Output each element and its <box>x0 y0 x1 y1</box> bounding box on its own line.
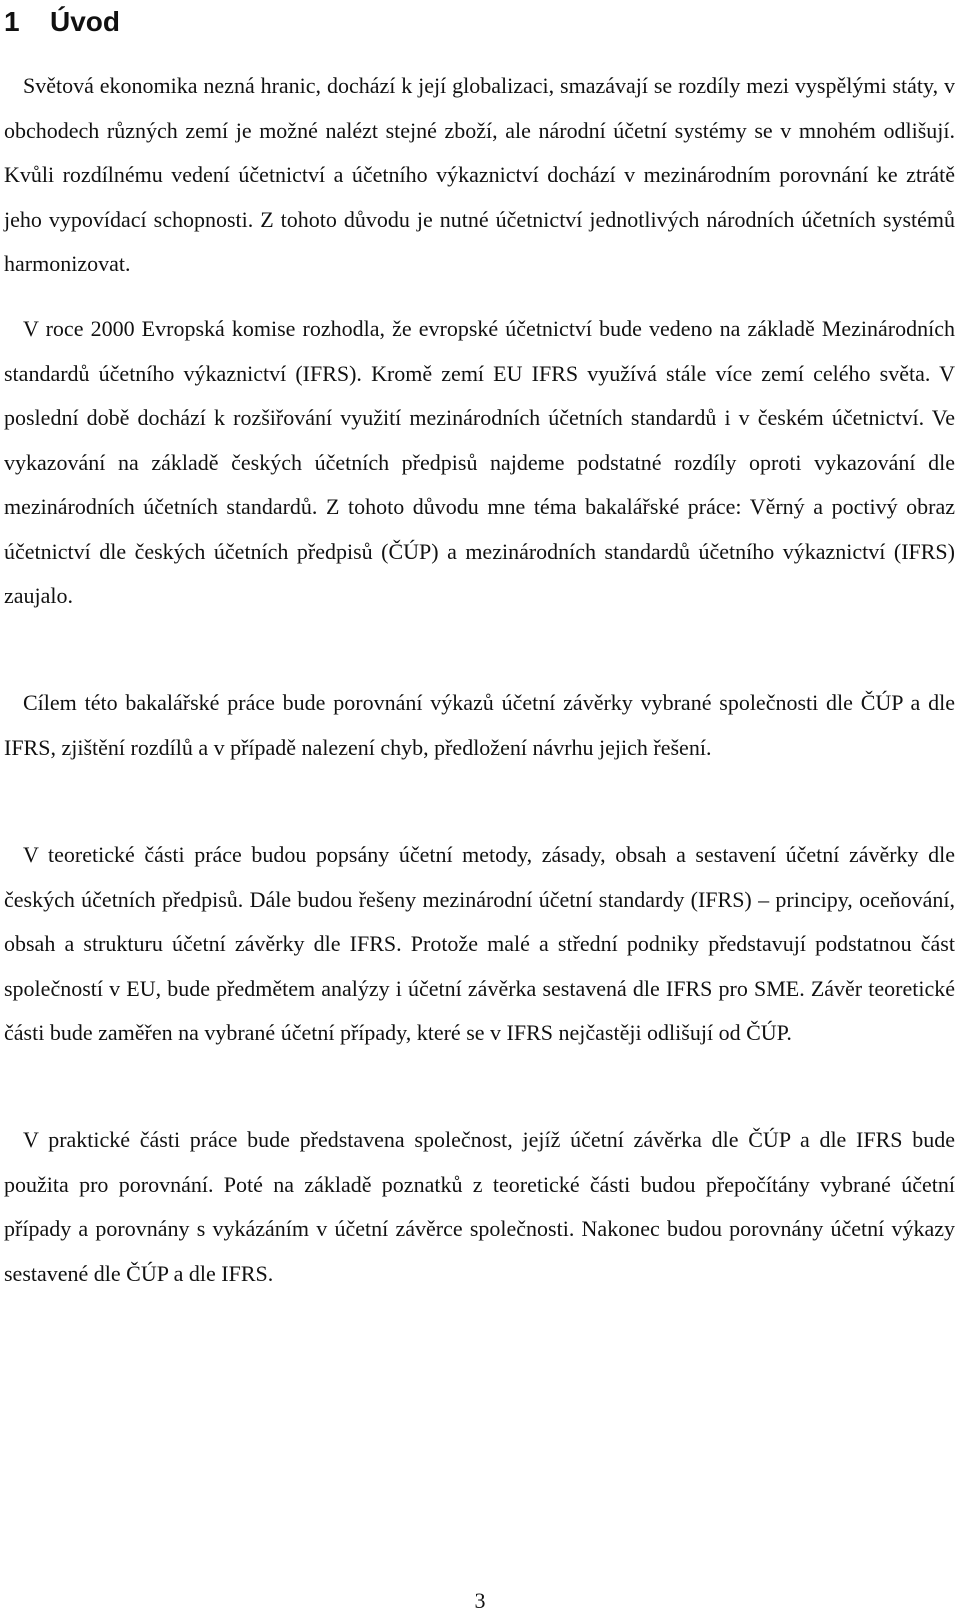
paragraph-theoretical-part: V teoretické části práce budou popsány účetní metody, zásady, obsah a sestavení účetní závěrky dle českých účetních předpisů. Dále budou řešeny mezinárodní účetní standardy (IFRS) – principy, oceňování, obsah a strukturu účetní závěrky dle IFRS. Protože malé a střední podniky představují podstatnou část společností v EU, bude předmětem analýzy i účetní závěrka sestavená dle IFRS pro SME. Závěr teoretické části bude zaměřen na vybrané účetní případy, které se v IFRS nejčastěji odlišují od ČÚP. <box>4 842 955 1045</box>
chapter-number: 1 <box>4 6 20 37</box>
paragraph-practical-part: V praktické části práce bude představena společnost, jejíž účetní závěrka dle ČÚP a dle IFRS bude použita pro porovnání. Poté na základě poznatků z teoretické části budou přepočítány vybrané účetní případy a porovnány s vykázáním v účetní závěrce společnosti. Nakonec budou porovnány účetní výkazy sestavené dle ČÚP a dle IFRS. <box>4 1127 955 1286</box>
chapter-title: Úvod <box>50 6 120 37</box>
paragraph-globalization: Světová ekonomika nezná hranic, dochází k její globalizaci, smazávají se rozdíly mezi vyspělými státy, v obchodech různých zemí je možné nalézt stejné zboží, ale národní účetní systémy se v mnohém odlišují. Kvůli rozdílnému vedení účetnictví a účetního výkaznictví dochází v mezinárodním porovnání ke ztrátě jeho vypovídací schopnosti. Z tohoto důvodu je nutné účetnictví jednotlivých národních účetních systémů harmonizovat. <box>4 73 955 276</box>
page-number: 3 <box>474 1588 486 1613</box>
chapter-heading <box>4 2 120 42</box>
paragraph-thesis-goal: Cílem této bakalářské práce bude porovnání výkazů účetní závěrky vybrané společnosti dle ČÚP a dle IFRS, zjištění rozdílů a v případě nalezení chyb, předložení návrhu jejich řešení. <box>4 690 955 760</box>
paragraph-ifrs-adoption: V roce 2000 Evropská komise rozhodla, že evropské účetnictví bude vedeno na základě Mezinárodních standardů účetního výkaznictví (IFRS). Kromě zemí EU IFRS využívá stále více zemí celého světa. V poslední době dochází k rozšiřování využití mezinárodních účetních standardů i v českém účetnictví. Ve vykazování na základě českých účetních předpisů najdeme podstatné rozdíly oproti vykazování dle mezinárodních účetních standardů. Z tohoto důvodu mne téma bakalářské práce: Věrný a poctivý obraz účetnictví dle českých účetních předpisů (ČÚP) a mezinárodních standardů účetního výkaznictví (IFRS) zaujalo. <box>4 316 955 608</box>
